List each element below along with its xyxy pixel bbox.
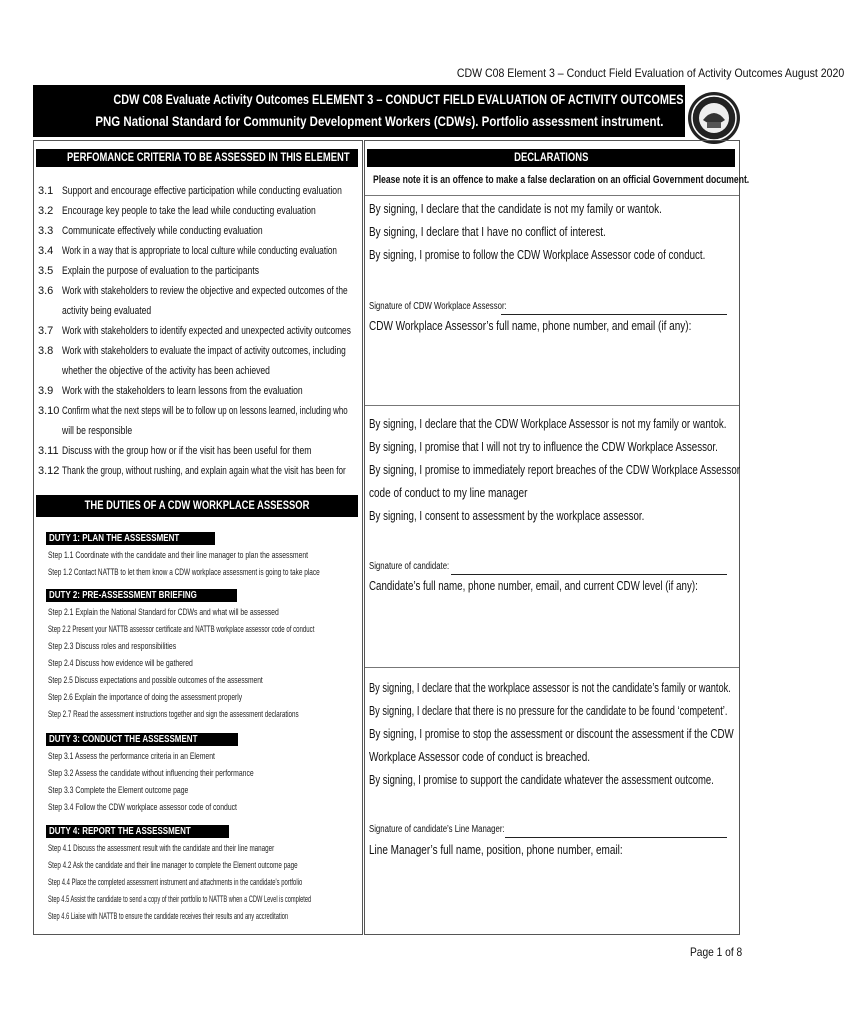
manager-details-label: Line Manager’s full name, position, phone number, email: bbox=[369, 843, 623, 857]
manager-declaration: Workplace Assessor code of conduct is breached. bbox=[369, 750, 591, 764]
duties-heading: THE DUTIES OF A CDW WORKPLACE ASSESSOR bbox=[36, 495, 358, 517]
candidate-signature-label: Signature of candidate: bbox=[369, 561, 450, 572]
document-title: CDW C08 Evaluate Activity Outcomes ELEMENT 3 – CONDUCT FIELD EVALUATION OF ACTIVITY OUTCOMES bbox=[113, 91, 684, 107]
document-header bbox=[404, 66, 845, 80]
manager-declaration: By signing, I declare that the workplace assessor is not the candidate’s family or wantok. bbox=[369, 681, 731, 695]
duty-2-step: Step 2.4 Discuss how evidence will be gathered bbox=[48, 658, 193, 669]
assessor-signature-field[interactable] bbox=[501, 314, 727, 315]
right-column bbox=[364, 140, 750, 935]
divider bbox=[365, 195, 739, 196]
divider bbox=[365, 405, 739, 406]
duty-1-heading: DUTY 1: PLAN THE ASSESSMENT bbox=[46, 532, 215, 545]
duty-1-step: Step 1.2 Contact NATTB to let them know a CDW workplace assessment is going to take place bbox=[48, 567, 320, 578]
candidate-declaration: By signing, I declare that the CDW Workplace Assessor is not my family or wantok. bbox=[369, 417, 727, 431]
duty-4-step: Step 4.4 Place the completed assessment instrument and attachments in the candidate's portfolio bbox=[48, 877, 303, 888]
duty-4-step: Step 4.2 Ask the candidate and their line manager to complete the Element outcome page bbox=[48, 860, 298, 871]
assessor-declaration: By signing, I promise to follow the CDW Workplace Assessor code of conduct. bbox=[369, 248, 706, 262]
assessor-declaration: By signing, I declare that I have no conflict of interest. bbox=[369, 225, 606, 239]
declarations-heading: DECLARATIONS bbox=[367, 149, 735, 167]
page-number: Page 1 of 8 bbox=[690, 945, 743, 959]
assessor-signature-label: Signature of CDW Workplace Assessor: bbox=[369, 301, 507, 312]
duty-2-step: Step 2.6 Explain the importance of doing the assessment properly bbox=[48, 692, 243, 703]
candidate-declaration: By signing, I consent to assessment by the workplace assessor. bbox=[369, 509, 645, 523]
manager-declaration: By signing, I promise to support the candidate whatever the assessment outcome. bbox=[369, 773, 714, 787]
duty-1-step: Step 1.1 Coordinate with the candidate and their line manager to plan the assessment bbox=[48, 550, 309, 561]
left-column: PERFOMANCE CRITERIA TO BE ASSESSED IN THIS ELEMENT 3.1 Support and encourage effective participation while conducting evaluation 3.2 Encourage key people to take the lead while conducting evaluation 3.3 Communicate effectively while conducting evaluation 3.4 Work in a way that is appropriate to local culture while conducting evaluation 3.5 Explain the purpose of evaluation to the participants 3.6 Work with stakeholders to review the objective and expected outcomes of the activity being evaluated 3.7 Work with stakeholders to identify expected and unexpected activity outcomes 3.8 Work with stakeholders to evaluate the impact of activity outcomes, including whether the objective of the activity has been achieved 3.9 Work with the stakeholders to learn lessons from the evaluation 3.10 Confirm what the next steps will be to follow up on lessons learned, including who will be responsible 3.11 Discuss with the group how or if the visit has been useful for them 3.12 Thank the group, without rushing, and explain again what the visit has been for THE DUTIES OF A CDW WORKPLACE ASSESSOR DUTY 1: PLAN THE ASSESSMENT Step 1.1 Coordinate with the candidate and their line manager to plan the assessment Step 1.2 Contact NATTB to let them know a CDW workplace assessment is going to take place DUTY 2: PRE-ASSESSMENT BRIEFING Step 2.1 Explain the National Standard for CDWs and what will be assessed Step 2.2 Present your NATTB assessor certificate and NATTB workplace assessor code of conduct Step 2.3 Discuss roles and responsibilities Step 2.4 Discuss how evidence will be gathered Step 2.5 Discuss expectations and possible outcomes of the assessment Step 2.6 Explain the importance of doing the assessment properly Step 2.7 Read the assessment instructions together and sign the assessment declarations DUTY 3: CONDUCT THE ASSESSMENT Step 3.1 Assess the performance criteria in an Element Step 3.2 Assess the candidate without influencing their performance Step 3.3 Complete the Element outcome page Step 3.4 Follow the CDW workplace assessor code of conduct DUTY 4: REPORT THE ASSESSMENT Step 4.1 Discuss the assessment result with the candidate and their line manager Step 4.2 Ask the candidate and their line manager to complete the Element outcome page Step 4.4 Place the completed assessment instrument and attachments in the candidate's portfolio Step 4.5 Assist the candidate to send a copy of their portfolio to NATTB when a CDW Level is completed Step 4.6 Liaise with NATTB to ensure the candidate receives their results and any accreditation bbox=[33, 140, 363, 935]
duty-4-step: Step 4.5 Assist the candidate to send a copy of their portfolio to NATTB when a CDW Level is completed bbox=[48, 894, 312, 905]
duty-4-step: Step 4.1 Discuss the assessment result with the candidate and their line manager bbox=[48, 843, 275, 854]
candidate-details-label: Candidate’s full name, phone number, email, and current CDW level (if any): bbox=[369, 579, 698, 593]
duty-3-step: Step 3.4 Follow the CDW workplace assessor code of conduct bbox=[48, 802, 237, 813]
title-bar bbox=[33, 85, 685, 137]
manager-signature-field[interactable] bbox=[505, 837, 727, 838]
duty-3-heading: DUTY 3: CONDUCT THE ASSESSMENT bbox=[46, 733, 238, 746]
duty-4-step: Step 4.6 Liaise with NATTB to ensure the candidate receives their results and any accreditation bbox=[48, 911, 289, 922]
candidate-declaration: By signing, I promise that I will not try to influence the CDW Workplace Assessor. bbox=[369, 440, 718, 454]
duty-2-step: Step 2.1 Explain the National Standard for CDWs and what will be assessed bbox=[48, 607, 279, 618]
offence-notice: Please note it is an offence to make a false declaration on an official Government document. bbox=[373, 174, 750, 186]
duty-4-heading: DUTY 4: REPORT THE ASSESSMENT bbox=[46, 825, 229, 838]
divider bbox=[365, 667, 739, 668]
candidate-declaration: code of conduct to my line manager bbox=[369, 486, 528, 500]
candidate-declaration: By signing, I promise to immediately report breaches of the CDW Workplace Assessor bbox=[369, 463, 741, 477]
document-subtitle: PNG National Standard for Community Development Workers (CDWs). Portfolio assessment instrument. bbox=[95, 113, 664, 129]
header-text: CDW C08 Element 3 – Conduct Field Evaluation of Activity Outcomes August 2020 bbox=[456, 66, 845, 80]
duty-2-step: Step 2.5 Discuss expectations and possible outcomes of the assessment bbox=[48, 675, 263, 686]
manager-declaration: By signing, I promise to stop the assessment or discount the assessment if the CDW bbox=[369, 727, 734, 741]
criteria-heading: PERFOMANCE CRITERIA TO BE ASSESSED IN THIS ELEMENT bbox=[36, 149, 358, 167]
duty-2-step: Step 2.3 Discuss roles and responsibilities bbox=[48, 641, 177, 652]
assessor-details-label: CDW Workplace Assessor’s full name, phone number, and email (if any): bbox=[369, 319, 692, 333]
duty-2-heading: DUTY 2: PRE-ASSESSMENT BRIEFING bbox=[46, 589, 237, 602]
manager-declaration: By signing, I declare that there is no pressure for the candidate to be found ‘competent’. bbox=[369, 704, 728, 718]
candidate-signature-field[interactable] bbox=[451, 574, 727, 575]
assessor-declaration: By signing, I declare that the candidate is not my family or wantok. bbox=[369, 202, 662, 216]
duty-2-step: Step 2.7 Read the assessment instructions together and sign the assessment declarations bbox=[48, 709, 299, 720]
duty-3-step: Step 3.3 Complete the Element outcome page bbox=[48, 785, 189, 796]
manager-signature-label: Signature of candidate’s Line Manager: bbox=[369, 824, 505, 835]
duty-3-step: Step 3.2 Assess the candidate without influencing their performance bbox=[48, 768, 254, 779]
duty-2-step: Step 2.2 Present your NATTB assessor certificate and NATTB workplace assessor code of conduct bbox=[48, 624, 315, 635]
duty-3-step: Step 3.1 Assess the performance criteria in an Element bbox=[48, 751, 215, 762]
